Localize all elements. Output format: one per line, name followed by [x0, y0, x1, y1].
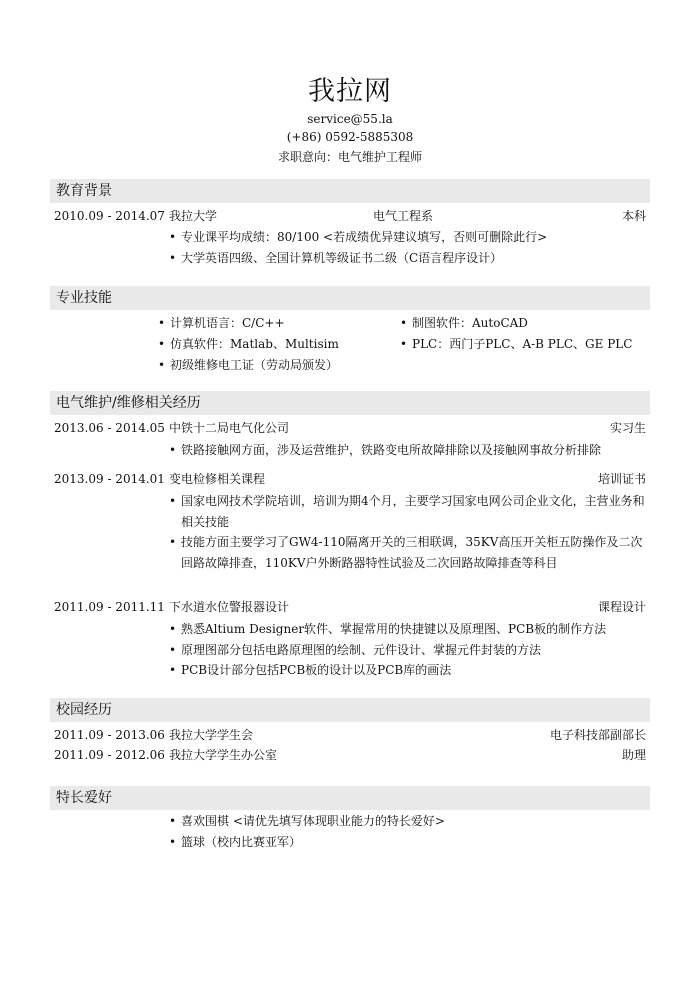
- list-item: • 铁路接触网方面，涉及运营维护，铁路变电所故障排除以及接触网事故分析排除: [169, 440, 647, 461]
- education-school: 我拉大学: [169, 209, 218, 223]
- section-title-hobbies: 特长爱好: [50, 786, 650, 810]
- experience-date: 2013.09 - 2014.01: [54, 472, 165, 486]
- hobbies-bullets: [169, 811, 647, 852]
- job-objective: 求职意向：电气维护工程师: [277, 150, 422, 164]
- experience-org: 变电检修相关课程: [169, 472, 266, 486]
- education-bullets: [169, 227, 647, 268]
- experience-role: 课程设计: [597, 600, 646, 614]
- skills-right-list: [400, 313, 650, 355]
- campus-row: [54, 746, 646, 764]
- education-major: 电气工程系: [373, 209, 434, 223]
- list-item: • 篮球（校内比赛亚军）: [169, 832, 647, 853]
- experience-role: 培训证书: [597, 472, 646, 486]
- list-item: • 初级维修电工证（劳动局颁发）: [158, 355, 388, 376]
- list-item: • 专业课平均成绩：80/100 <若成绩优异建议填写，否则可删除此行>: [169, 227, 647, 248]
- experience-bullets: [169, 491, 647, 573]
- section-title-experience: 电气维护/维修相关经历: [50, 391, 650, 415]
- candidate-name: 我拉网: [308, 76, 392, 107]
- list-item: • 喜欢围棋 <请优先填写体现职业能力的特长爱好>: [169, 811, 647, 832]
- list-item: • 熟悉Altium Designer软件、掌握常用的快捷键以及原理图、PCB板的制作方法: [169, 619, 647, 640]
- education-date: 2010.09 - 2014.07: [54, 209, 165, 223]
- experience-date: 2013.06 - 2014.05: [54, 421, 165, 435]
- list-item: • 计算机语言：C/C++: [158, 313, 388, 334]
- campus-row: [54, 726, 646, 744]
- section-title-skills: 专业技能: [50, 286, 650, 310]
- list-item: • 制图软件：AutoCAD: [400, 313, 650, 334]
- list-item: • 国家电网技术学院培训，培训为期4个月，主要学习国家电网公司企业文化，主营业务和相关技能: [169, 491, 647, 532]
- campus-role: 助理: [621, 748, 646, 762]
- education-degree: 本科: [621, 209, 646, 223]
- experience-bullets: [169, 440, 647, 461]
- education-row: [54, 207, 646, 225]
- experience-date: 2011.09 - 2011.11: [54, 600, 165, 614]
- list-item: • PLC：西门子PLC、A-B PLC、GE PLC: [400, 334, 650, 355]
- list-item: • 大学英语四级、全国计算机等级证书二级（C语言程序设计）: [169, 248, 647, 269]
- list-item: • 原理图部分包括电路原理图的绘制、元件设计、掌握元件封装的方法: [169, 640, 647, 661]
- campus-org: 我拉大学学生会: [169, 728, 254, 742]
- experience-row: [54, 419, 646, 437]
- experience-role: 实习生: [609, 421, 646, 435]
- section-title-education: 教育背景: [50, 179, 650, 203]
- contact-email: service@55.la: [307, 112, 393, 126]
- contact-phone: (+86) 0592-5885308: [286, 130, 414, 144]
- campus-date: 2011.09 - 2012.06: [54, 748, 165, 762]
- section-title-campus: 校园经历: [50, 698, 650, 722]
- campus-org: 我拉大学学生办公室: [169, 748, 278, 762]
- experience-row: [54, 470, 646, 488]
- list-item: • 仿真软件：Matlab、Multisim: [158, 334, 388, 355]
- experience-bullets: [169, 619, 647, 681]
- experience-org: 下水道水位警报器设计: [169, 600, 290, 614]
- experience-row: [54, 598, 646, 616]
- list-item: • PCB设计部分包括PCB板的设计以及PCB库的画法: [169, 660, 647, 681]
- campus-date: 2011.09 - 2013.06: [54, 728, 165, 742]
- experience-org: 中铁十二局电气化公司: [169, 421, 290, 435]
- list-item: • 技能方面主要学习了GW4-110隔离开关的三相联调，35KV高压开关柜五防操作及二次回路故障排查，110KV户外断路器特性试验及二次回路故障排查等科目: [169, 532, 647, 573]
- skills-left-list: [158, 313, 388, 376]
- campus-role: 电子科技部副部长: [549, 728, 646, 742]
